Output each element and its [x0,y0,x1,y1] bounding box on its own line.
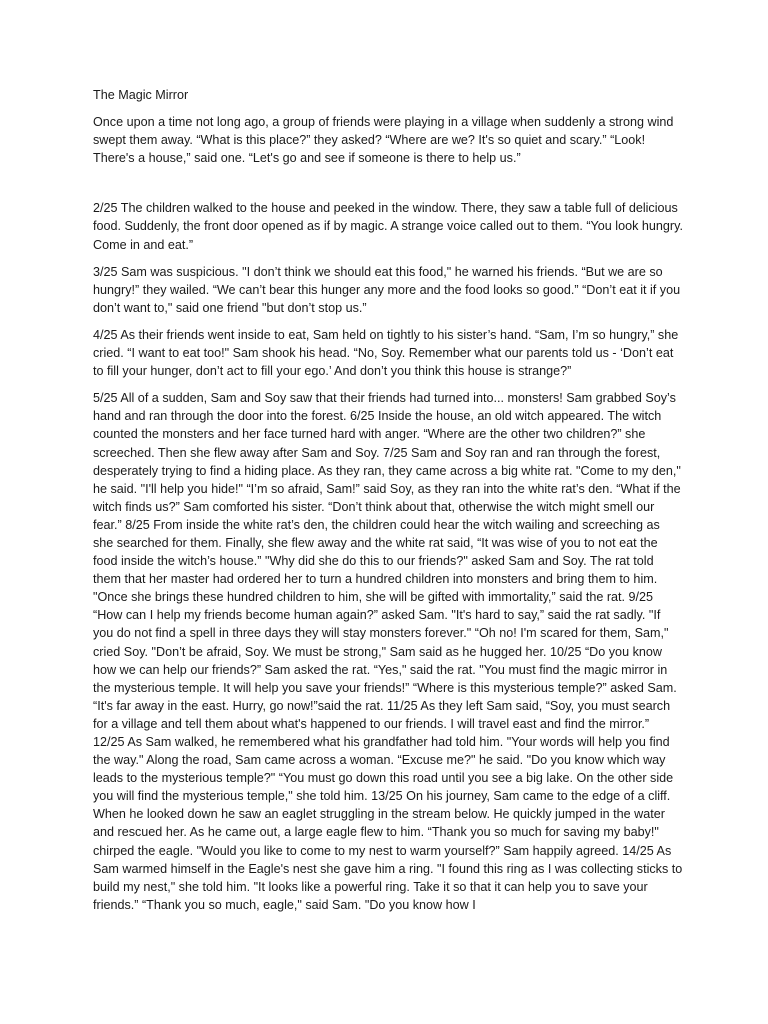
paragraph-page-2: 2/25 The children walked to the house and peeked in the window. There, they saw a table full of delicious food. Suddenly, the front door opened as if by magic. A strange voice called out to them. “You look hungry. Come in and eat.” [93,201,683,252]
document-title: The Magic Mirror [93,88,189,102]
paragraph-page-4: 4/25 As their friends went inside to eat, Sam held on tightly to his sister’s hand. “Sam, I’m so hungry,” she cried. “I want to eat too!" Sam shook his head. “No, Soy. Remember what our parents told us - ‘Don’t eat to fill your hunger, don’t act to fill your ego.’ And don’t you think this house is strange?” [93,327,679,379]
paragraph-page-3: 3/25 Sam was suspicious. "I don’t think we should eat this food," he warned his friends. “But we are so hungry!” they wailed. “We can’t bear this hunger any more and the food looks so good.” “Don’t eat it if you don’t want to," said one friend "but don’t stop us.” [93,264,681,315]
paragraph-intro: Once upon a time not long ago, a group of friends were playing in a village when suddenly a strong wind swept them away. “What is this place?” they asked? “Where are we? It's so quiet and scary.” “Look! There's a house,” said one. “Let's go and see if someone is there to help us.” [93,115,674,166]
paragraph-page-5-onward: 5/25 All of a sudden, Sam and Soy saw that their friends had turned into... monsters! Sam grabbed Soy’s hand and ran through the door into the forest. 6/25 Inside the house, an old witch appeared. The witch counted the monsters and her face turned hard with anger. “Where are the other two children?” she screeched. Then she flew away after Sam and Soy. 7/25 Sam and Soy ran and ran through the forest, desperately trying to find a hiding place. As they ran, they came across a big white rat. "Come to my den," he said. "I'll help you hide!" “I’m so afraid, Sam!” said Soy, as they ran into the white rat’s den. “What if the witch finds us?” Sam comforted his sister. “Don’t think about that, otherwise the witch might smell our fear.” 8/25 From inside the white rat’s den, the children could hear the witch wailing and screeching as she searched for them. Finally, she flew away and the white rat said, “It was wise of you to not eat the food inside the witch’s house.” "Why did she do this to our friends?" asked Sam and Soy. The rat told them that her master had ordered her to turn a hundred children into monsters and bring them to him. "Once she brings these hundred children to him, she will be gifted with immortality,” said the rat. 9/25 “How can I help my friends become human again?” asked Sam. "It's hard to say,” said the rat sadly. "If you do not find a spell in three days they will stay monsters forever." “Oh no! I'm scared for them, Sam," cried Soy. "Don’t be afraid, Soy. We must be strong," Sam said as he hugged her. 10/25 “Do you know how we can help our friends?” Sam asked the rat. “Yes," said the rat. "You must find the magic mirror in the mysterious temple. It will help you save your friends!” “Where is this mysterious temple?” asked Sam. “It's far away in the east. Hurry, go now!”said the rat. 11/25 As they left Sam said, “Soy, you must search for a village and tell them about what's happened to our friends. I will travel east and find the mirror.” 12/25 As Sam walked, he remembered what his grandfather had told him. "Your words will help you find the way." Along the road, Sam came across a woman. “Excuse me?" he said. "Do you know which way leads to the mysterious temple?" “You must go down this road until you see a big lake. On the other side you will find the mysterious temple," she told him. 13/25 On his journey, Sam came to the edge of a cliff. When he looked down he saw an eaglet struggling in the stream below. He quickly jumped in the water and rescued her. As he came out, a large eagle flew to him. “Thank you so much for saving my baby!" chirped the eagle. "Would you like to come to my nest to warm yourself?” Sam happily agreed. 14/25 As Sam warmed himself in the Eagle's nest she gave him a ring. "I found this ring as I was collecting sticks to build my nest," she told him. "It looks like a powerful ring. Take it so that it can help you to save your friends.” “Thank you so much, eagle," said Sam. "Do you know how I [93,391,683,912]
document-page [93,86,683,923]
